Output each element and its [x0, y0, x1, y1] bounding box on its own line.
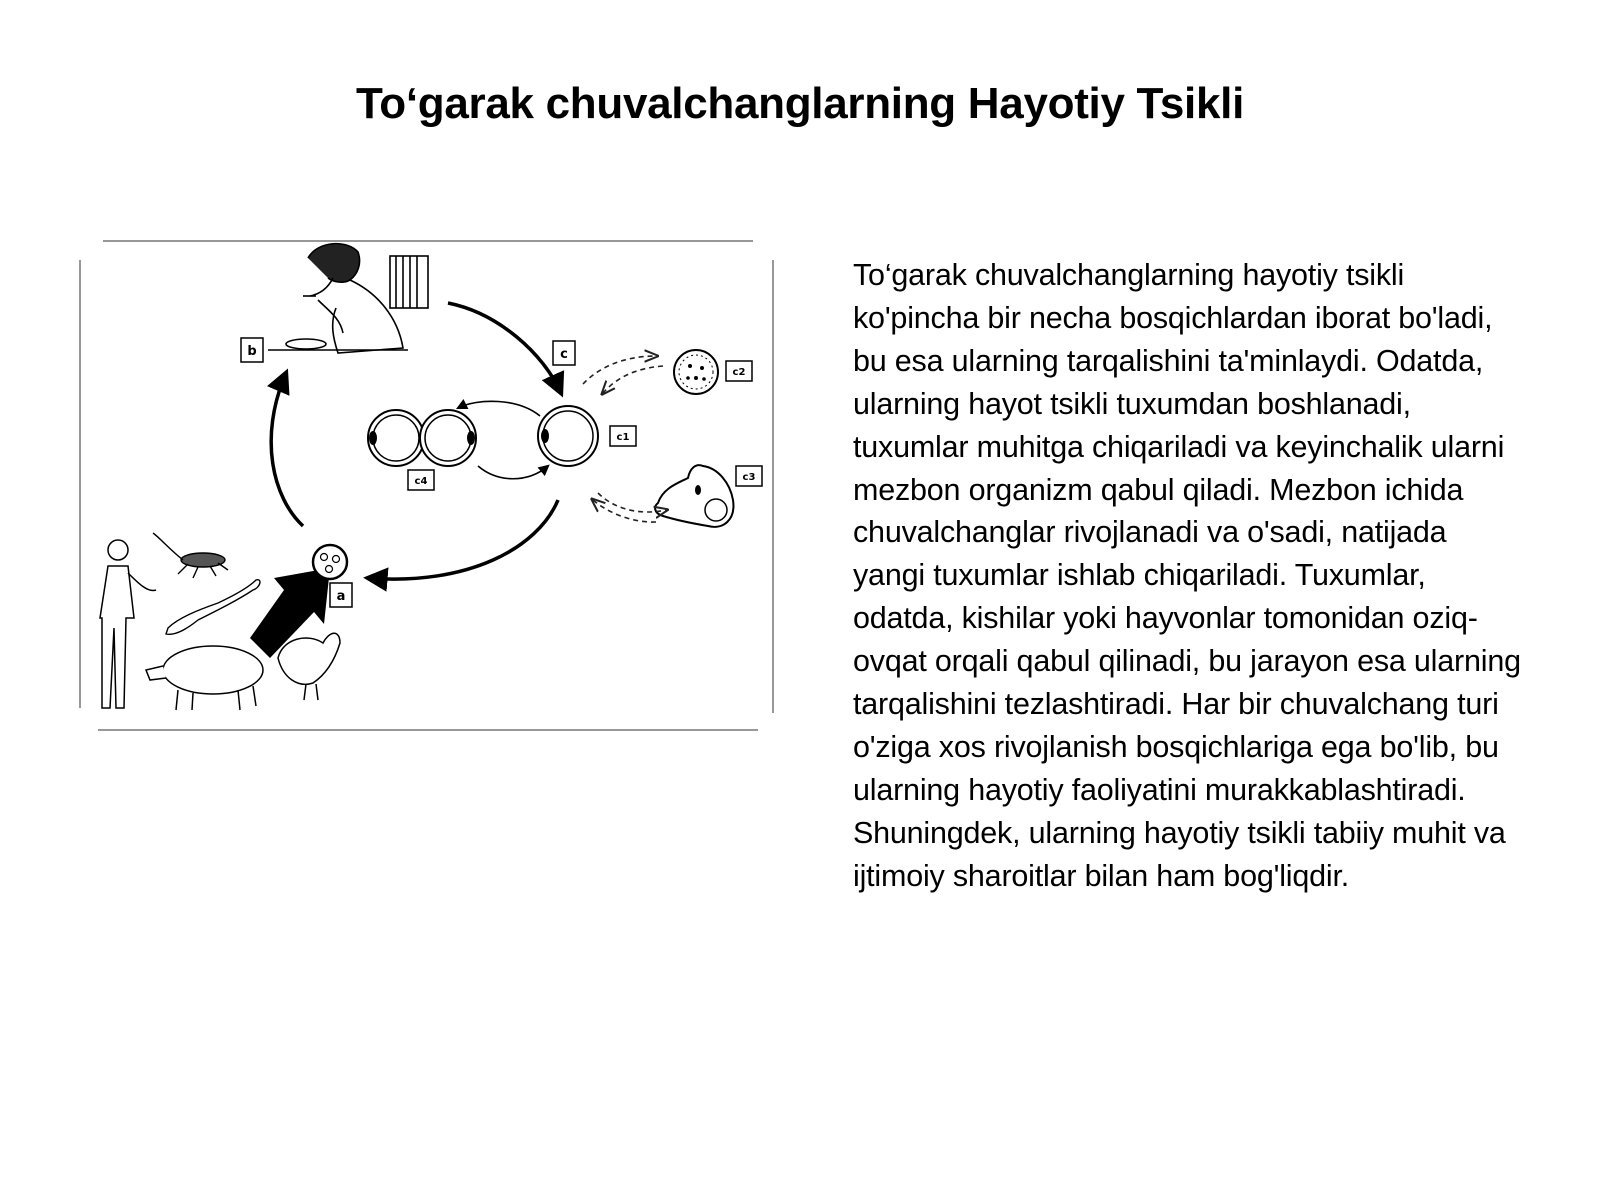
svg-text:c4: c4 [414, 476, 428, 487]
cockroach-illustration [153, 533, 228, 578]
life-cycle-diagram [78, 238, 778, 738]
cyst-a-icon [313, 545, 347, 579]
svg-text:c1: c1 [616, 432, 630, 443]
pig-illustration [146, 646, 263, 710]
body-paragraph: To‘garak chuvalchanglarning hayotiy tsikli ko'pincha bir necha bosqichlardan iborat bo'ladi, bu esa ularning tarqalishini ta'minlaydi. Odatda, ularning hayot tsikli tuxumdan boshlanadi, tuxumlar muhitga chiqariladi va keyinchalik ularni mezbon organizm qabul qiladi. Mezbon ichida chuvalchanglar rivojlanadi va o'sadi, natijada yangi tuxumlar ishlab chiqariladi. Tuxumlar, odatda, kishilar yoki hayvonlar tomonidan oziq-ovqat orqali qabul qilinadi, bu jarayon esa ularning tarqalishini tezlashtiradi. Har bir chuvalchang turi o'ziga xos rivojlanish bosqichlariga ega bo'lib, bu ularning hayotiy faoliyatini murakkablashtiradi. Shuningdek, ularning hayotiy tsikli tabiiy muhit va ijtimoiy sharoitlar bilan ham bog'liqdir. [853, 258, 1521, 893]
trophozoite-c3-icon [655, 465, 733, 527]
svg-text:c2: c2 [732, 367, 746, 378]
svg-text:a: a [336, 589, 346, 604]
chicken-illustration [278, 633, 340, 700]
man-eating-illustration [268, 244, 428, 353]
label-c1 [610, 426, 636, 446]
lizard-illustration [166, 580, 260, 635]
cell-c1-icon [538, 406, 598, 466]
cyst-c2-icon [674, 350, 718, 394]
label-c2 [726, 361, 752, 381]
label-c [553, 341, 575, 365]
label-c3 [736, 466, 762, 486]
label-b [241, 338, 263, 362]
label-c4 [408, 470, 434, 490]
svg-text:b: b [247, 344, 257, 359]
man-standing-illustration [100, 540, 156, 708]
svg-text:c3: c3 [742, 472, 756, 483]
slide-title: To‘garak chuvalchanglarning Hayotiy Tsikli [355, 79, 1244, 128]
dashed-arrows-c2 [583, 356, 663, 393]
dividing-cells-c4-icon [368, 410, 476, 466]
svg-text:c: c [560, 347, 568, 362]
label-a [330, 583, 352, 607]
